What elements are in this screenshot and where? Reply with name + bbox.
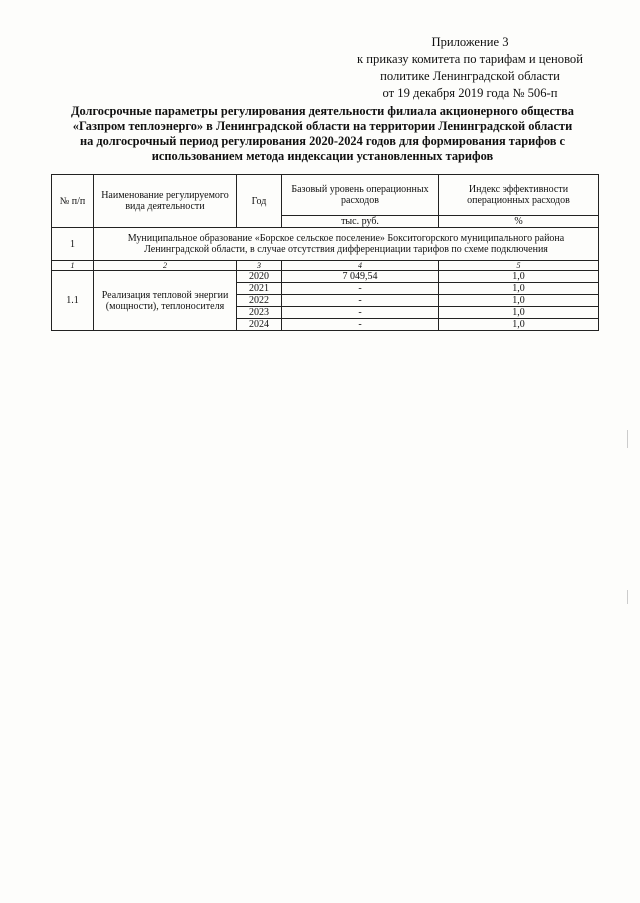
group-activity: Реализация тепловой энергии (мощности), теплоносителя <box>94 271 237 331</box>
row-year: 2022 <box>237 295 282 307</box>
row-base: - <box>282 307 439 319</box>
section-num: 1 <box>52 228 94 261</box>
header-activity: Наименование регулируемого вида деятельности <box>94 175 237 228</box>
row-index: 1,0 <box>439 271 599 283</box>
parameters-table <box>51 174 599 331</box>
title-line: Долгосрочные параметры регулирования деятельности филиала акционерного общества <box>70 104 574 118</box>
unit-index: % <box>439 216 599 228</box>
appendix-line: политике Ленинградской области <box>380 69 560 83</box>
column-number: 3 <box>237 261 282 271</box>
header-year: Год <box>237 175 282 228</box>
row-index: 1,0 <box>439 319 599 331</box>
row-index: 1,0 <box>439 283 599 295</box>
row-year: 2020 <box>237 271 282 283</box>
column-number-row <box>52 261 599 271</box>
column-number: 5 <box>439 261 599 271</box>
scan-artifact <box>627 430 628 448</box>
document-title <box>45 104 600 164</box>
header-num: № п/п <box>52 175 94 228</box>
appendix-block <box>330 34 610 102</box>
appendix-line: к приказу комитета по тарифам и ценовой <box>357 52 583 66</box>
row-year: 2023 <box>237 307 282 319</box>
title-line: на долгосрочный период регулирования 2020-2024 годов для формирования тарифов с <box>79 134 566 148</box>
row-year: 2021 <box>237 283 282 295</box>
column-number: 1 <box>52 261 94 271</box>
header-index: Индекс эффективности операционных расходов <box>439 175 599 216</box>
appendix-line: Приложение 3 <box>431 35 509 49</box>
section-text: Муниципальное образование «Борское сельское поселение» Бокситогорского муниципального района Ленинградской области, в случае отсутствия дифференциации тарифов по схеме подключения <box>94 228 599 261</box>
title-line: использованием метода индексации установленных тарифов <box>151 149 494 163</box>
scan-artifact <box>627 590 628 604</box>
section-row <box>52 228 599 261</box>
row-index: 1,0 <box>439 307 599 319</box>
column-number: 2 <box>94 261 237 271</box>
appendix-line: от 19 декабря 2019 года № 506-п <box>382 86 558 100</box>
row-year: 2024 <box>237 319 282 331</box>
row-base: 7 049,54 <box>282 271 439 283</box>
table-row <box>52 271 599 283</box>
title-line: «Газпром теплоэнерго» в Ленинградской области на территории Ленинградской области <box>72 119 573 133</box>
header-row <box>52 175 599 216</box>
row-index: 1,0 <box>439 295 599 307</box>
group-num: 1.1 <box>52 271 94 331</box>
header-base: Базовый уровень операционных расходов <box>282 175 439 216</box>
row-base: - <box>282 283 439 295</box>
row-base: - <box>282 295 439 307</box>
column-number: 4 <box>282 261 439 271</box>
row-base: - <box>282 319 439 331</box>
unit-base: тыс. руб. <box>282 216 439 228</box>
